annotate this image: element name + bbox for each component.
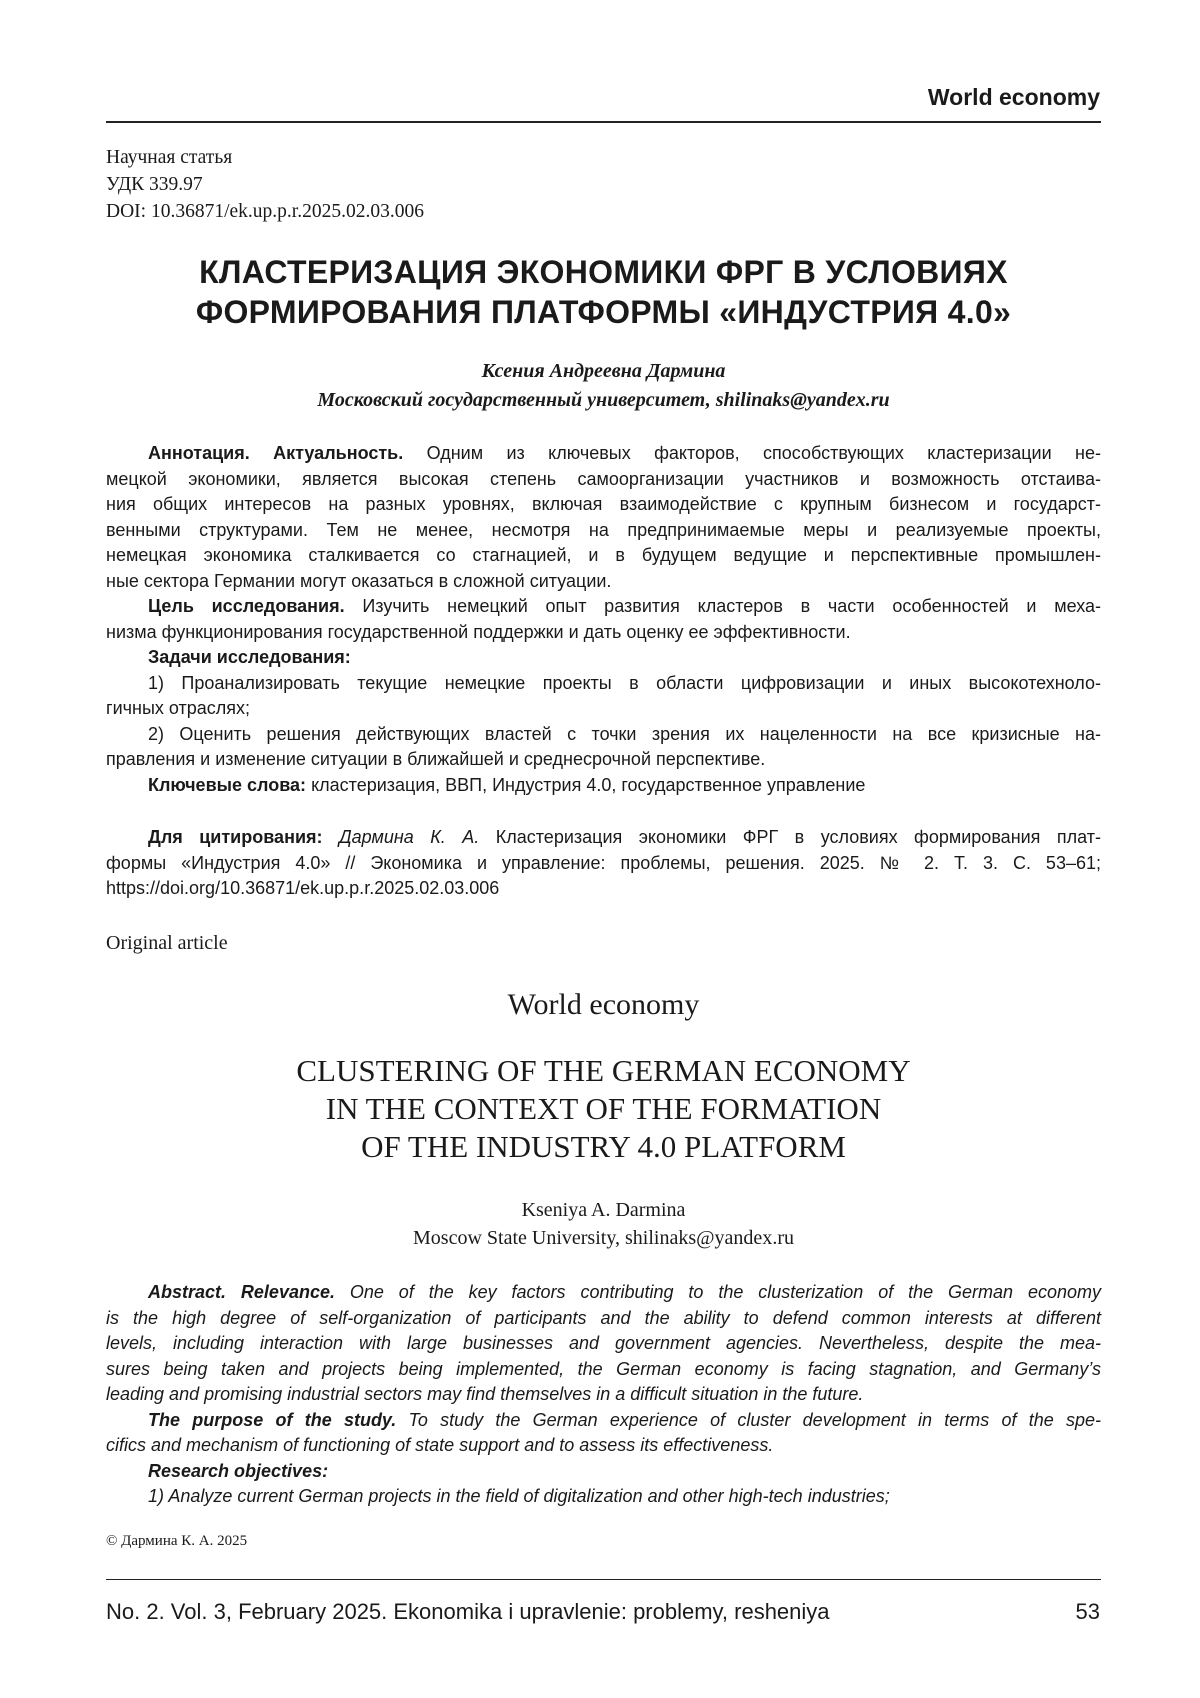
objective-en-line: 1) Analyze current German projects in the field of digitalization and other high-tech industries; — [106, 1484, 1101, 1510]
abstract-en — [106, 1280, 1101, 1510]
section-title-en: World economy — [106, 988, 1101, 1022]
title-en-line: IN THE CONTEXT OF THE FORMATION — [106, 1090, 1101, 1128]
running-head: World economy — [928, 84, 1100, 111]
abstract-en-label: Abstract. Relevance. — [148, 1282, 335, 1302]
citation-ru-line: формы «Индустрия 4.0» // Экономика и управление: проблемы, решения. 2025. № 2. Т. 3. С. 53–61; — [106, 851, 1101, 877]
title-en-line: CLUSTERING OF THE GERMAN ECONOMY — [106, 1052, 1101, 1090]
title-ru-line: ФОРМИРОВАНИЯ ПЛАТФОРМЫ «ИНДУСТРИЯ 4.0» — [106, 292, 1101, 332]
citation-ru — [106, 825, 1101, 902]
abstract-ru-line: мецкой экономики, является высокая степень самоорганизации участников и возможность отстаива- — [106, 467, 1101, 493]
doi[interactable]: DOI: 10.36871/ek.up.p.r.2025.02.03.006 — [106, 198, 424, 225]
journal-footer: No. 2. Vol. 3, February 2025. Ekonomika i upravlenie: problemy, resheniya — [106, 1599, 830, 1625]
author-affiliation-ru: Московский государственный университет, shilinaks@yandex.ru — [106, 386, 1101, 415]
task-ru-line: правления и изменение ситуации в ближайшей и среднесрочной перспективе. — [106, 747, 1101, 773]
udc-code: УДК 339.97 — [106, 171, 424, 198]
abstract-ru-line: ные сектора Германии могут оказаться в сложной ситуации. — [106, 569, 1101, 595]
title-en — [106, 1052, 1101, 1166]
goal-ru-line: низма функционирования государственной поддержки и дать оценку ее эффективности. — [106, 620, 1101, 646]
purpose-en-line: The purpose of the study. To study the German experience of cluster development in terms of the spe- — [106, 1408, 1101, 1434]
keywords-ru-label: Ключевые слова: — [148, 775, 306, 795]
abstract-en-line: sures being taken and projects being implemented, the German economy is facing stagnation, and Germany’s — [106, 1357, 1101, 1383]
task-ru-line: гичных отраслях; — [106, 696, 1101, 722]
author-affiliation-en: Moscow State University, shilinaks@yandex.ru — [106, 1224, 1101, 1252]
citation-ru-line: Для цитирования: Дармина К. А. Кластеризация экономики ФРГ в условиях формирования плат- — [106, 825, 1101, 851]
author-block-ru — [106, 357, 1101, 415]
article-type-en: Original article — [106, 932, 228, 955]
author-name-en: Kseniya A. Darmina — [106, 1196, 1101, 1224]
purpose-en-label: The purpose of the study. — [148, 1410, 396, 1430]
abstract-ru-label: Аннотация. Актуальность. — [148, 443, 403, 463]
title-en-line: OF THE INDUSTRY 4.0 PLATFORM — [106, 1128, 1101, 1166]
article-page — [0, 0, 1200, 1698]
abstract-en-line: levels, including interaction with large businesses and government agencies. Nevertheless, despite the mea- — [106, 1331, 1101, 1357]
abstract-ru-line: Аннотация. Актуальность. Одним из ключевых факторов, способствующих кластеризации не- — [106, 441, 1101, 467]
header-rule — [106, 121, 1101, 123]
abstract-en-line: leading and promising industrial sectors may find themselves in a difficult situation in the future. — [106, 1382, 1101, 1408]
abstract-en-line: Abstract. Relevance. One of the key factors contributing to the clusterization of the German economy — [106, 1280, 1101, 1306]
goal-ru-line: Цель исследования. Изучить немецкий опыт развития кластеров в части особенностей и меха- — [106, 594, 1101, 620]
keywords-ru-line: Ключевые слова: кластеризация, ВВП, Индустрия 4.0, государственное управление — [106, 773, 1101, 799]
title-ru — [106, 252, 1101, 332]
abstract-ru-line: венными структурами. Тем не менее, несмотря на предпринимаемые меры и реализуемые проекты, — [106, 518, 1101, 544]
footer-rule — [106, 1579, 1101, 1580]
tasks-ru-label: Задачи исследования: — [106, 645, 1101, 671]
abstract-ru-line: ния общих интересов на разных уровнях, включая взаимодействие с крупным бизнесом и государст- — [106, 492, 1101, 518]
objectives-en-label: Research objectives: — [106, 1459, 1101, 1485]
abstract-ru-line: немецкая экономика сталкивается со стагнацией, и в будущем ведущие и перспективные промышлен- — [106, 543, 1101, 569]
article-meta — [106, 144, 424, 225]
task-ru-line: 2) Оценить решения действующих властей с точки зрения их нацеленности на все кризисные на- — [106, 722, 1101, 748]
abstract-en-line: is the high degree of self-organization of participants and the ability to defend common interests at different — [106, 1306, 1101, 1332]
task-ru-line: 1) Проанализировать текущие немецкие проекты в области цифровизации и иных высокотехноло- — [106, 671, 1101, 697]
goal-ru-label: Цель исследования. — [148, 596, 345, 616]
copyright-notice: © Дармина К. А. 2025 — [106, 1533, 247, 1550]
article-type: Научная статья — [106, 144, 424, 171]
title-ru-line: КЛАСТЕРИЗАЦИЯ ЭКОНОМИКИ ФРГ В УСЛОВИЯХ — [106, 252, 1101, 292]
citation-ru-label: Для цитирования: — [148, 827, 323, 847]
abstract-ru — [106, 441, 1101, 798]
page-number: 53 — [1076, 1599, 1100, 1625]
citation-ru-doi-link[interactable]: https://doi.org/10.36871/ek.up.p.r.2025.02.03.006 — [106, 876, 1101, 902]
purpose-en-line: cifics and mechanism of functioning of state support and to assess its effectiveness. — [106, 1433, 1101, 1459]
author-block-en — [106, 1196, 1101, 1252]
author-name-ru: Ксения Андреевна Дармина — [106, 357, 1101, 386]
